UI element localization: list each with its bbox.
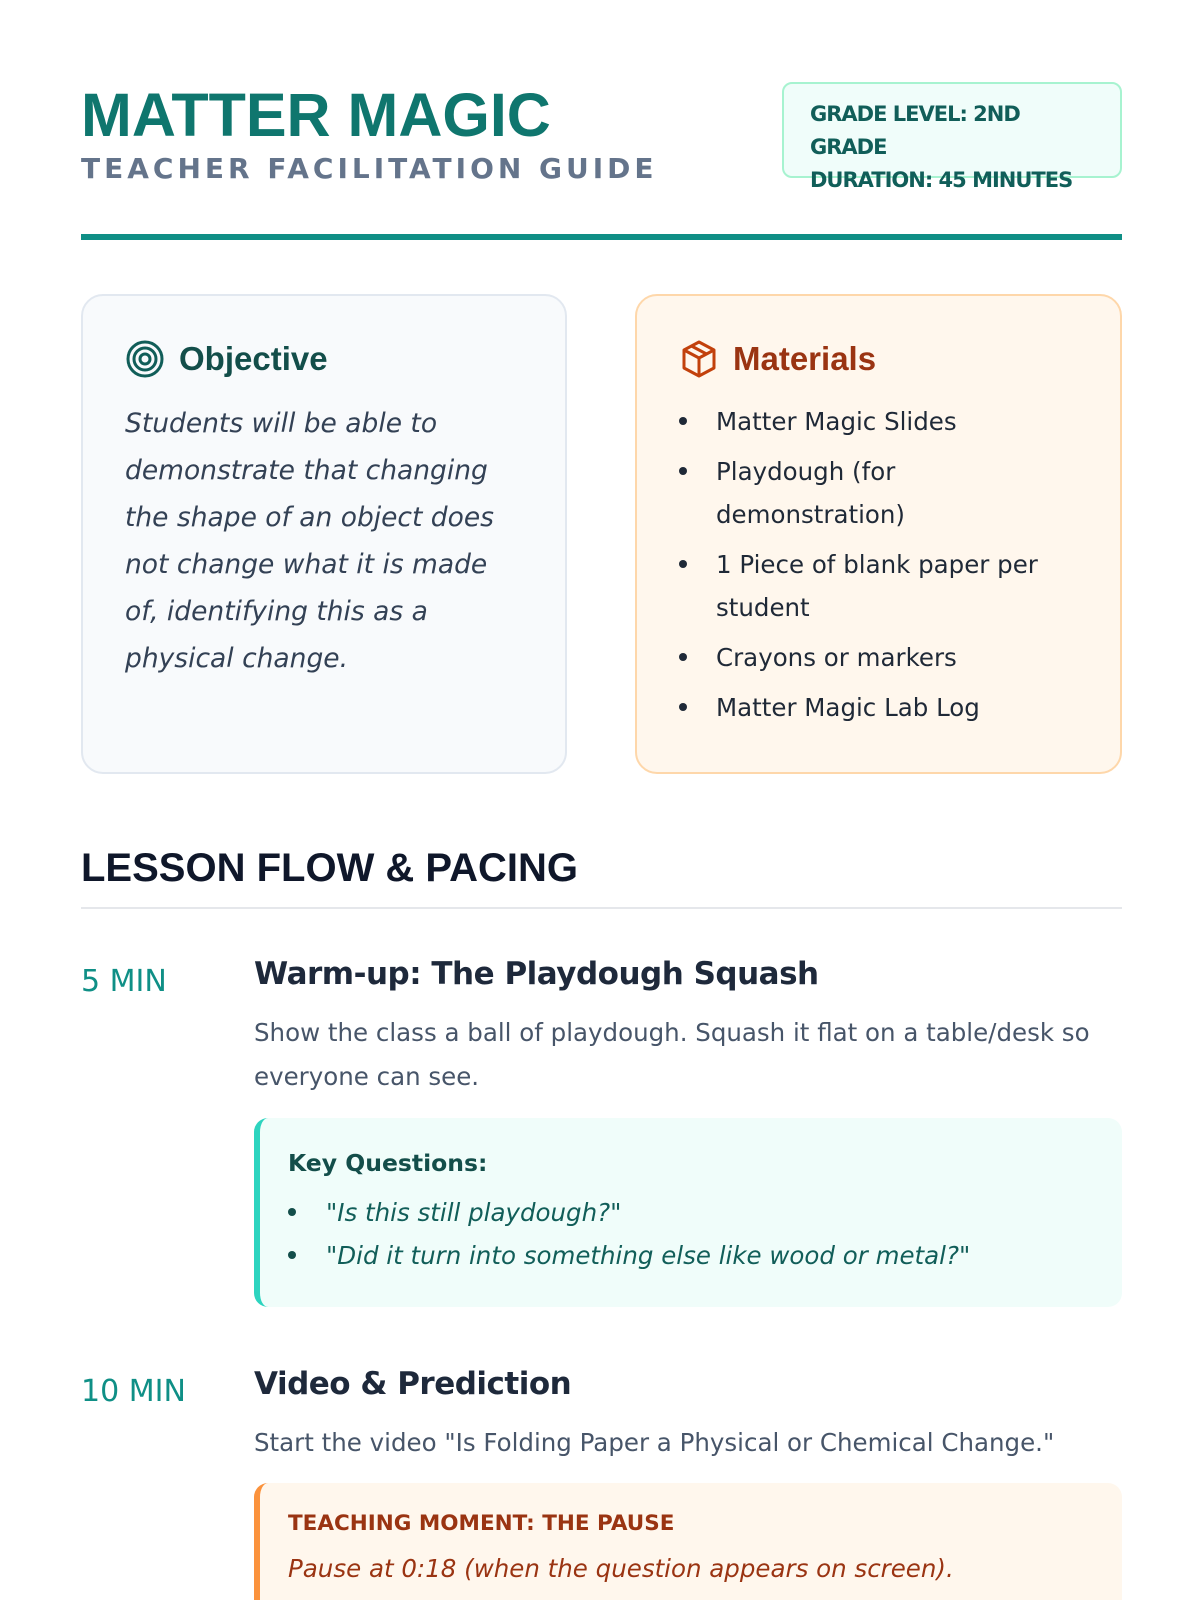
target-icon (125, 339, 165, 379)
step-1-description: Show the class a ball of playdough. Squash it flat on a table/desk so everyone can see. (254, 1018, 1090, 1091)
list-item: Playdough (for demonstration) (679, 450, 1078, 536)
section-divider (81, 907, 1122, 909)
list-item: "Did it turn into something else like wood or metal?" (288, 1234, 1094, 1277)
header (81, 82, 1122, 242)
list-item: 1 Piece of blank paper per student (679, 543, 1078, 629)
step-2-body (254, 1364, 1122, 1465)
key-questions-list (288, 1191, 1094, 1277)
lesson-meta-box (782, 82, 1122, 192)
materials-title: Materials (733, 340, 877, 377)
materials-header (679, 338, 1078, 380)
step-1-title: Warm-up: The Playdough Squash (254, 956, 819, 992)
teaching-moment-label: TEACHING MOMENT: THE PAUSE (288, 1511, 675, 1536)
teaching-moment-callout (254, 1483, 1122, 1600)
lesson-flow-heading: LESSON FLOW & PACING (81, 846, 579, 890)
objective-card (81, 294, 567, 774)
duration: DURATION: 45 MINUTES (810, 168, 1073, 192)
list-item: Matter Magic Lab Log (679, 686, 1078, 729)
box-icon (679, 339, 719, 379)
page-title: MATTER MAGIC (81, 81, 551, 149)
grade-level: GRADE LEVEL: 2ND GRADE (810, 102, 1020, 159)
step-1-body (254, 954, 1122, 1099)
list-item: Matter Magic Slides (679, 400, 1078, 443)
step-1-time: 5 MIN (81, 964, 167, 999)
facilitation-guide-page (81, 0, 1122, 1600)
page-subtitle: TEACHER FACILITATION GUIDE (81, 152, 658, 185)
materials-list (679, 400, 1078, 729)
objective-header (125, 338, 523, 380)
header-divider (81, 234, 1122, 240)
objective-title: Objective (179, 340, 328, 377)
key-questions-label: Key Questions: (288, 1149, 488, 1177)
materials-card (635, 294, 1122, 774)
teaching-moment-text: Pause at 0:18 (when the question appears on screen). (288, 1554, 954, 1583)
objective-text: Students will be able to demonstrate that changing the shape of an object does not change what it is made of, identifying this as a physical change. (125, 408, 494, 674)
list-item: Crayons or markers (679, 636, 1078, 679)
step-2-title: Video & Prediction (254, 1366, 572, 1402)
step-2-time: 10 MIN (81, 1374, 186, 1409)
step-2-description: Start the video "Is Folding Paper a Physical or Chemical Change." (254, 1428, 1055, 1457)
list-item: "Is this still playdough?" (288, 1191, 1094, 1234)
key-questions-callout (254, 1118, 1122, 1307)
